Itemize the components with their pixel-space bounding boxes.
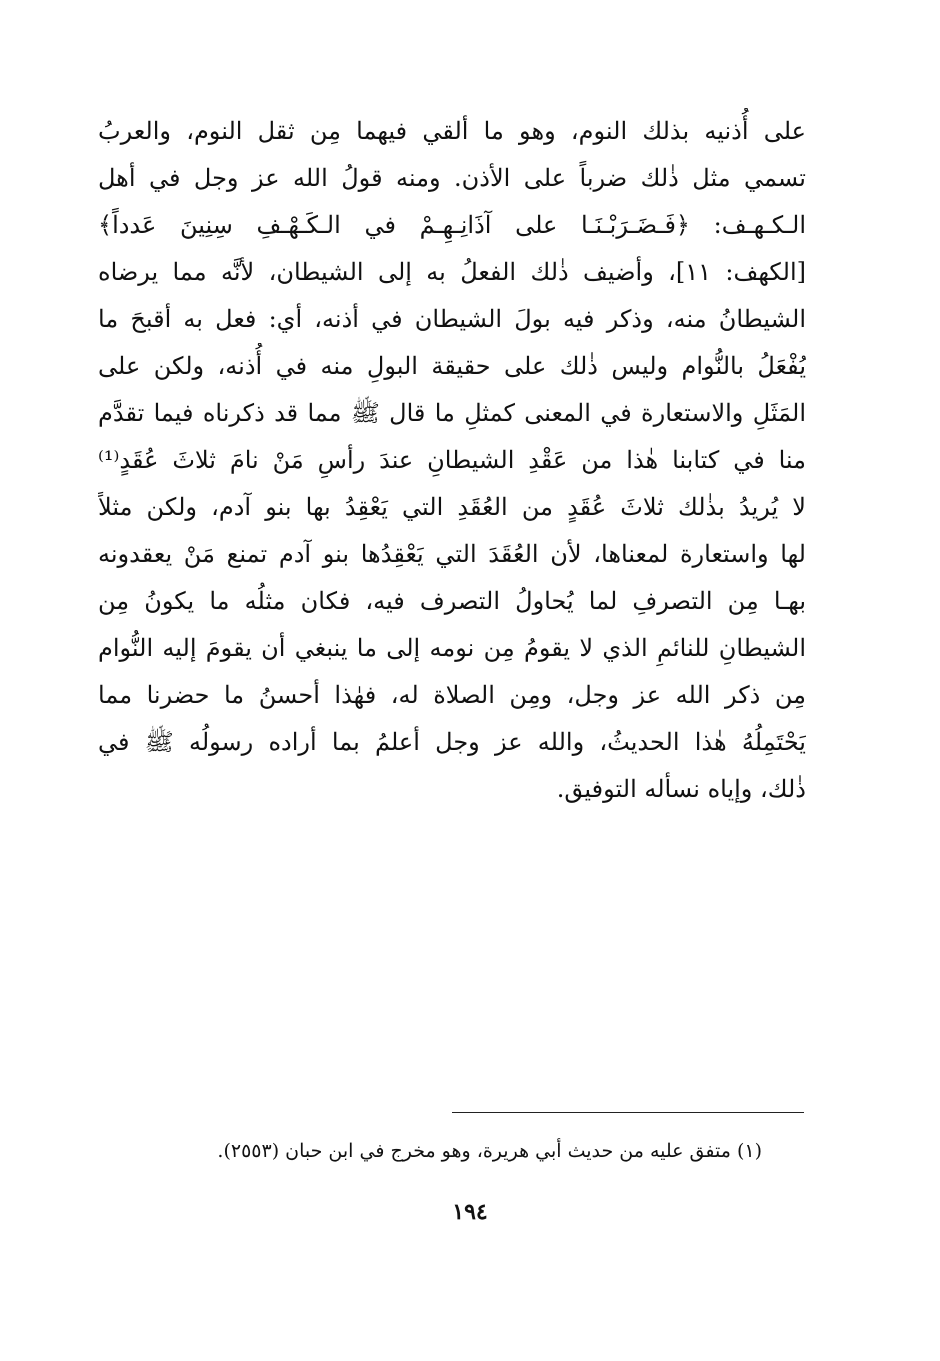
footnote: (١) متفق عليه من حديث أبي هريرة، وهو مخرج في ابن حبان (٢٥٥٣). bbox=[217, 1140, 762, 1162]
body-text bbox=[98, 108, 806, 813]
text-line: لا يُريدُ بذٰلك ثلاثَ عُقَدٍ من العُقَدِ التي يَعْقِدُ بها بنو آدم، ولكن مثلاً bbox=[98, 493, 806, 521]
footnote-divider bbox=[452, 1112, 804, 1113]
text-line: يَحْتَمِلُهُ هٰذا الحديثُ، والله عز وجل أعلمُ بما أراده رسولُه ﷺ في bbox=[98, 728, 806, 756]
text-line: الشيطانُ منه، وذكر فيه بولَ الشيطان في أذنه، أي: فعل به أقبحَ ما bbox=[98, 305, 806, 333]
text-line: يُفْعَلُ بالنُّوام وليس ذٰلك على حقيقة البولِ منه في أُذنه، ولكن على bbox=[98, 352, 806, 380]
text-line: منا في كتابنا هٰذا من عَقْدِ الشيطانِ عندَ رأسِ مَنْ نامَ ثلاثَ عُقَدٍ⁽¹⁾ bbox=[98, 446, 806, 474]
text-line: بهـا مِن التصرفِ لما يُحاولُ التصرف فيه، فكان مثلُه ما يكونُ مِن bbox=[98, 587, 806, 615]
text-line: المَثَلِ والاستعارة في المعنى كمثلِ ما قال ﷺ مما قد ذكرناه فيما تقدَّم bbox=[98, 399, 806, 427]
text-line: تسمي مثل ذٰلك ضرباً على الأذن. ومنه قولُ الله عز وجل في أهل bbox=[98, 164, 806, 192]
text-line: [الكهف: ١١]، وأضيف ذٰلك الفعلُ به إلى الشيطان، لأنَّه مما يرضاه bbox=[98, 258, 806, 286]
text-line: مِن ذكر الله عز وجل، ومِن الصلاة له، فهٰذا أحسنُ ما حضرنا مما bbox=[98, 681, 806, 709]
page-number: ١٩٤ bbox=[452, 1199, 488, 1225]
text-line: على أُذنيه بذلك النوم، وهو ما ألقي فيهما مِن ثقل النوم، والعربُ bbox=[98, 117, 806, 145]
text-line-last: ذٰلك، وإياه نسأله التوفيق. bbox=[556, 775, 806, 803]
text-line: الشيطانِ للنائمِ الذي لا يقومُ مِن نومه إلى ما ينبغي أن يقومَ إليه النُّوام bbox=[98, 634, 806, 662]
text-line: لها واستعارة لمعناها، لأن العُقَدَ التي يَعْقِدُها بنو آدم تمنع مَنْ يعقدونه bbox=[98, 540, 806, 568]
quran-verse-line: الـكـهـف: ﴿فَـضَـرَبْـنَـا على آذَانِـهِـمْ في الـكَـهْـفِ سِنِينَ عَدداً﴾ bbox=[98, 211, 806, 239]
